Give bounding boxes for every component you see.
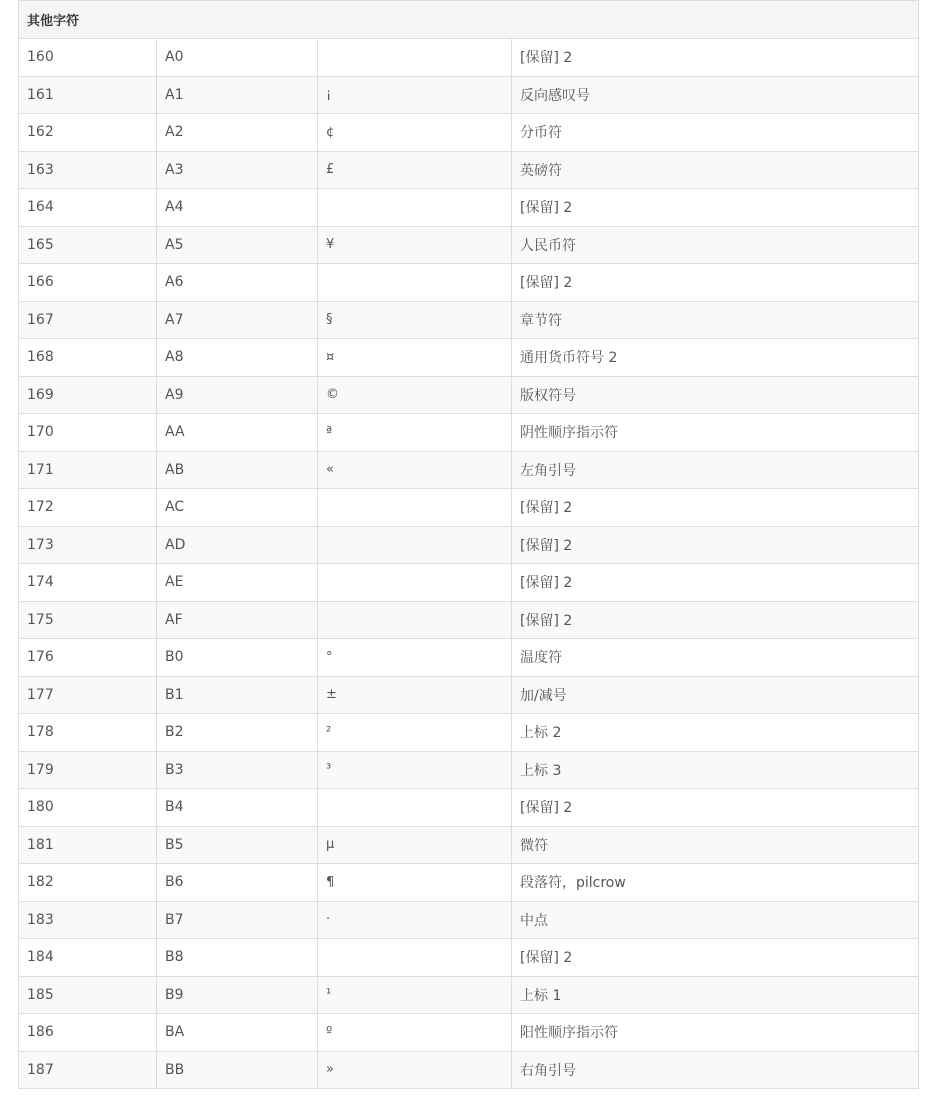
hex-code-cell: BB bbox=[157, 1051, 318, 1089]
decimal-code-cell: 168 bbox=[19, 339, 157, 377]
table-row bbox=[19, 601, 919, 639]
character-description-cell: [保留] 2 bbox=[512, 39, 919, 77]
character-description-cell: 段落符，pilcrow bbox=[512, 864, 919, 902]
table-row bbox=[19, 339, 919, 377]
character-symbol-cell: ³ bbox=[318, 751, 512, 789]
decimal-code-cell: 170 bbox=[19, 414, 157, 452]
character-symbol-cell: µ bbox=[318, 826, 512, 864]
character-symbol-cell: » bbox=[318, 1051, 512, 1089]
decimal-code-cell: 176 bbox=[19, 639, 157, 677]
character-symbol-cell bbox=[318, 789, 512, 827]
hex-code-cell: B6 bbox=[157, 864, 318, 902]
decimal-code-cell: 164 bbox=[19, 189, 157, 227]
character-description-cell: 左角引号 bbox=[512, 451, 919, 489]
table-row bbox=[19, 376, 919, 414]
table-row bbox=[19, 301, 919, 339]
character-description-cell: 版权符号 bbox=[512, 376, 919, 414]
table-row bbox=[19, 976, 919, 1014]
hex-code-cell: B1 bbox=[157, 676, 318, 714]
decimal-code-cell: 167 bbox=[19, 301, 157, 339]
hex-code-cell: A0 bbox=[157, 39, 318, 77]
decimal-code-cell: 171 bbox=[19, 451, 157, 489]
character-description-cell: 章节符 bbox=[512, 301, 919, 339]
character-description-cell: 分币符 bbox=[512, 114, 919, 152]
character-symbol-cell: ¹ bbox=[318, 976, 512, 1014]
character-symbol-cell: £ bbox=[318, 151, 512, 189]
table-row bbox=[19, 939, 919, 977]
hex-code-cell: B8 bbox=[157, 939, 318, 977]
hex-code-cell: AE bbox=[157, 564, 318, 602]
character-description-cell: 右角引号 bbox=[512, 1051, 919, 1089]
character-table bbox=[18, 0, 919, 1089]
character-symbol-cell bbox=[318, 489, 512, 527]
character-symbol-cell: ª bbox=[318, 414, 512, 452]
decimal-code-cell: 177 bbox=[19, 676, 157, 714]
decimal-code-cell: 166 bbox=[19, 264, 157, 302]
character-symbol-cell bbox=[318, 939, 512, 977]
character-symbol-cell bbox=[318, 564, 512, 602]
table-row bbox=[19, 39, 919, 77]
table-row bbox=[19, 264, 919, 302]
character-symbol-cell: ¡ bbox=[318, 76, 512, 114]
decimal-code-cell: 161 bbox=[19, 76, 157, 114]
hex-code-cell: AB bbox=[157, 451, 318, 489]
hex-code-cell: A9 bbox=[157, 376, 318, 414]
decimal-code-cell: 173 bbox=[19, 526, 157, 564]
decimal-code-cell: 160 bbox=[19, 39, 157, 77]
decimal-code-cell: 179 bbox=[19, 751, 157, 789]
hex-code-cell: B0 bbox=[157, 639, 318, 677]
decimal-code-cell: 180 bbox=[19, 789, 157, 827]
character-symbol-cell: ² bbox=[318, 714, 512, 752]
character-description-cell: [保留] 2 bbox=[512, 564, 919, 602]
table-row bbox=[19, 826, 919, 864]
hex-code-cell: AD bbox=[157, 526, 318, 564]
table-row bbox=[19, 789, 919, 827]
table-row bbox=[19, 714, 919, 752]
hex-code-cell: B4 bbox=[157, 789, 318, 827]
table-row bbox=[19, 189, 919, 227]
character-description-cell: 英磅符 bbox=[512, 151, 919, 189]
character-symbol-cell: ± bbox=[318, 676, 512, 714]
table-row bbox=[19, 226, 919, 264]
character-symbol-cell: · bbox=[318, 901, 512, 939]
character-description-cell: 人民币符 bbox=[512, 226, 919, 264]
character-symbol-cell: ¢ bbox=[318, 114, 512, 152]
character-description-cell: [保留] 2 bbox=[512, 526, 919, 564]
decimal-code-cell: 187 bbox=[19, 1051, 157, 1089]
decimal-code-cell: 185 bbox=[19, 976, 157, 1014]
hex-code-cell: B7 bbox=[157, 901, 318, 939]
hex-code-cell: B2 bbox=[157, 714, 318, 752]
decimal-code-cell: 175 bbox=[19, 601, 157, 639]
character-symbol-cell bbox=[318, 189, 512, 227]
decimal-code-cell: 172 bbox=[19, 489, 157, 527]
character-description-cell: [保留] 2 bbox=[512, 601, 919, 639]
character-symbol-cell: ¤ bbox=[318, 339, 512, 377]
character-description-cell: 加/减号 bbox=[512, 676, 919, 714]
table-row bbox=[19, 451, 919, 489]
hex-code-cell: A6 bbox=[157, 264, 318, 302]
character-symbol-cell: º bbox=[318, 1014, 512, 1052]
table-row bbox=[19, 151, 919, 189]
character-symbol-cell: © bbox=[318, 376, 512, 414]
character-symbol-cell: § bbox=[318, 301, 512, 339]
decimal-code-cell: 163 bbox=[19, 151, 157, 189]
character-symbol-cell bbox=[318, 39, 512, 77]
hex-code-cell: A8 bbox=[157, 339, 318, 377]
character-description-cell: [保留] 2 bbox=[512, 789, 919, 827]
character-description-cell: 上标 2 bbox=[512, 714, 919, 752]
hex-code-cell: B5 bbox=[157, 826, 318, 864]
hex-code-cell: A4 bbox=[157, 189, 318, 227]
table-row bbox=[19, 676, 919, 714]
character-description-cell: 阳性顺序指示符 bbox=[512, 1014, 919, 1052]
character-description-cell: 反向感叹号 bbox=[512, 76, 919, 114]
character-description-cell: 通用货币符号 2 bbox=[512, 339, 919, 377]
decimal-code-cell: 165 bbox=[19, 226, 157, 264]
hex-code-cell: A7 bbox=[157, 301, 318, 339]
table-row bbox=[19, 901, 919, 939]
hex-code-cell: AC bbox=[157, 489, 318, 527]
decimal-code-cell: 184 bbox=[19, 939, 157, 977]
table-row bbox=[19, 1051, 919, 1089]
character-table-container bbox=[18, 0, 918, 1089]
character-symbol-cell: ¥ bbox=[318, 226, 512, 264]
character-description-cell: 微符 bbox=[512, 826, 919, 864]
character-description-cell: [保留] 2 bbox=[512, 939, 919, 977]
decimal-code-cell: 181 bbox=[19, 826, 157, 864]
character-symbol-cell: « bbox=[318, 451, 512, 489]
decimal-code-cell: 183 bbox=[19, 901, 157, 939]
hex-code-cell: A1 bbox=[157, 76, 318, 114]
character-symbol-cell: ¶ bbox=[318, 864, 512, 902]
table-row bbox=[19, 76, 919, 114]
hex-code-cell: B9 bbox=[157, 976, 318, 1014]
table-row bbox=[19, 751, 919, 789]
character-description-cell: [保留] 2 bbox=[512, 189, 919, 227]
table-row bbox=[19, 639, 919, 677]
table-body bbox=[19, 39, 919, 1089]
table-row bbox=[19, 114, 919, 152]
character-description-cell: 温度符 bbox=[512, 639, 919, 677]
table-row bbox=[19, 489, 919, 527]
hex-code-cell: A3 bbox=[157, 151, 318, 189]
table-header-row bbox=[19, 1, 919, 39]
character-description-cell: [保留] 2 bbox=[512, 264, 919, 302]
decimal-code-cell: 169 bbox=[19, 376, 157, 414]
table-row bbox=[19, 414, 919, 452]
decimal-code-cell: 182 bbox=[19, 864, 157, 902]
character-symbol-cell bbox=[318, 601, 512, 639]
table-row bbox=[19, 1014, 919, 1052]
character-description-cell: 上标 3 bbox=[512, 751, 919, 789]
table-row bbox=[19, 864, 919, 902]
table-header-title: 其他字符 bbox=[19, 1, 919, 39]
hex-code-cell: AA bbox=[157, 414, 318, 452]
character-description-cell: 中点 bbox=[512, 901, 919, 939]
character-description-cell: 阴性顺序指示符 bbox=[512, 414, 919, 452]
hex-code-cell: BA bbox=[157, 1014, 318, 1052]
character-symbol-cell bbox=[318, 264, 512, 302]
decimal-code-cell: 162 bbox=[19, 114, 157, 152]
character-symbol-cell: ° bbox=[318, 639, 512, 677]
hex-code-cell: A2 bbox=[157, 114, 318, 152]
hex-code-cell: AF bbox=[157, 601, 318, 639]
decimal-code-cell: 174 bbox=[19, 564, 157, 602]
hex-code-cell: A5 bbox=[157, 226, 318, 264]
decimal-code-cell: 178 bbox=[19, 714, 157, 752]
table-row bbox=[19, 564, 919, 602]
character-symbol-cell bbox=[318, 526, 512, 564]
decimal-code-cell: 186 bbox=[19, 1014, 157, 1052]
table-row bbox=[19, 526, 919, 564]
character-description-cell: 上标 1 bbox=[512, 976, 919, 1014]
hex-code-cell: B3 bbox=[157, 751, 318, 789]
character-description-cell: [保留] 2 bbox=[512, 489, 919, 527]
